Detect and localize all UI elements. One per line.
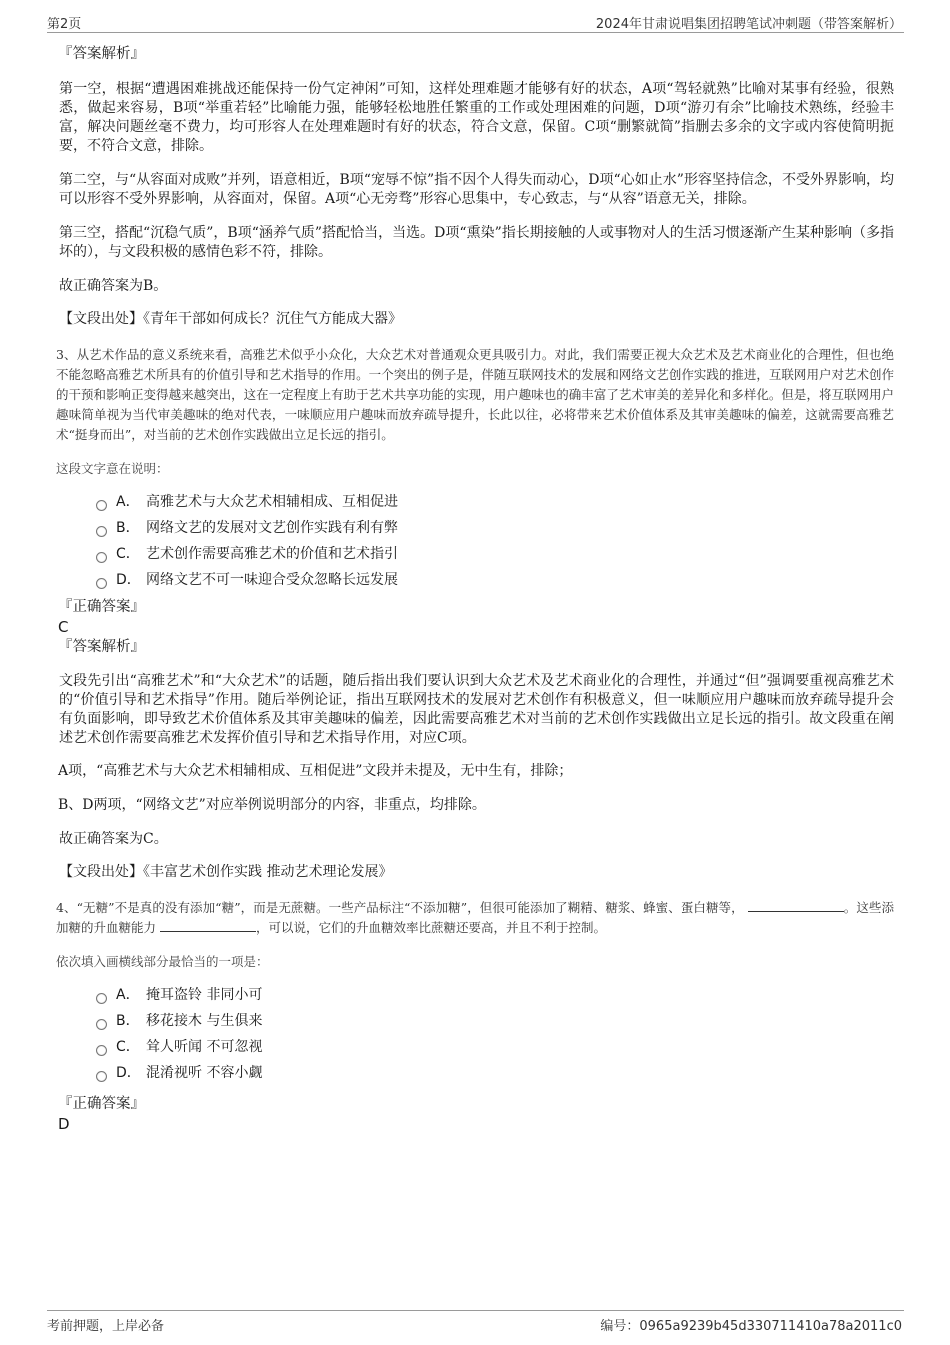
option-a[interactable]: A． 高雅艺术与大众艺术相辅相成、互相促进: [96, 489, 894, 515]
radio-icon[interactable]: [96, 526, 107, 537]
option-list: [56, 489, 894, 593]
option-c[interactable]: C． 耸人听闻 不可忽视: [96, 1034, 894, 1060]
correct-answer: C: [58, 618, 69, 636]
analysis-paragraph: B、D两项，“网络文艺”对应举例说明部分的内容，非重点，均排除。: [58, 797, 486, 813]
document-code: 编号：0965a9239b45d330711410a78a2011c0: [600, 1319, 902, 1334]
option-a[interactable]: A． 掩耳盗铃 非同小可: [96, 982, 894, 1008]
document-title: 2024年甘肃说唱集团招聘笔试冲刺题（带答案解析）: [595, 17, 902, 32]
analysis-paragraph: 文段先引出“高雅艺术”和“大众艺术”的话题，随后指出我们要认识到大众艺术及艺术商业化的合理性，并通过“但”强调要重视高雅艺术的“价值引导和艺术指导”作用。随后举例论证，指出互联网技术的发展对艺术创作有积极意义，但一味顺应用户趣味而放弃疏导提升会有负面影响，即导致艺术价值体系及其审美趣味的偏差，因此需要高雅艺术对当前的艺术创作实践做出立足长远的指引。故文段重在阐述艺术创作需要高雅艺术发挥价值引导和艺术指导作用，对应C项。: [59, 673, 894, 746]
footer-slogan: 考前押题，上岸必备: [47, 1319, 165, 1334]
radio-icon[interactable]: [96, 1045, 107, 1056]
fill-blank-2: [160, 919, 256, 932]
question-stem: 3、从艺术作品的意义系统来看，高雅艺术似乎小众化，大众艺术对普通观众更具吸引力。对此，我们需要正视大众艺术及艺术商业化的合理性，但也绝不能忽略高雅艺术所具有的价值引导和艺术指导的作用。一个突出的例子是，伴随互联网技术的发展和网络文艺创作实践的推进，互联网用户对艺术创作的干预和影响正变得越来越突出，这在一定程度上有助于艺术共享功能的实现，用户趣味也的确丰富了艺术审美的差异化和多样化。但是，将互联网用户趣味简单视为当代审美趣味的绝对代表，一味顺应用户趣味而放弃疏导提升，长此以往，必将带来艺术价值体系及其审美趣味的偏差，这就需要高雅艺术“挺身而出”，对当前的艺术创作实践做出立足长远的指引。: [56, 347, 894, 442]
question-stem: 4、“无糖”不是真的没有添加“糖”，而是无蔗糖。一些产品标注“不添加糖”，但很可能添加了糊精、糖浆、蜂蜜、蛋白糖等， 。这些添加糖的升血糖能力 ，可以说，它们的升血糖效率比蔗糖还要高，并且不利于控制。: [56, 900, 894, 935]
document-body: [56, 42, 894, 1134]
analysis-paragraph: 第二空，与“从容面对成败”并列，语意相近，B项“宠辱不惊”指不因个人得失而动心，D项“心如止水”形容坚持信念，不受外界影响，均可以形容不受外界影响，从容面对，保留。A项“心无旁骛”形容心思集中，专心致志，与“从容”语意无关，排除。: [59, 172, 894, 207]
radio-icon[interactable]: [96, 1071, 107, 1082]
option-c[interactable]: C． 艺术创作需要高雅艺术的价值和艺术指引: [96, 541, 894, 567]
source-citation: 【文段出处】《青年干部如何成长？沉住气方能成大器》: [59, 311, 402, 327]
radio-icon[interactable]: [96, 578, 107, 589]
radio-icon[interactable]: [96, 500, 107, 511]
question-prompt: 依次填入画横线部分最恰当的一项是：: [56, 954, 269, 969]
analysis-paragraph: A项，“高雅艺术与大众艺术相辅相成、互相促进”文段并未提及，无中生有，排除；: [58, 763, 573, 779]
analysis-paragraph: 第三空，搭配“沉稳气质”，B项“涵养气质”搭配恰当，当选。D项“熏染”指长期接触的人或事物对人的生活习惯逐渐产生某种影响（多指坏的），与文段积极的感情色彩不符，排除。: [59, 225, 894, 260]
page-header: [47, 10, 904, 33]
question-prompt: 这段文字意在说明：: [56, 461, 169, 476]
analysis-paragraph: 第一空，根据“遭遇困难挑战还能保持一份气定神闲”可知，这样处理难题才能够有好的状态，A项“驾轻就熟”比喻对某事有经验，很熟悉，做起来容易，B项“举重若轻”比喻能力强，能够轻松地胜任繁重的工作或处理困难的问题，D项“游刃有余”比喻技术熟练，经验丰富，解决问题丝毫不费力，均可形容人在处理难题时有好的状态，符合文意，保留。C项“删繁就简”指删去多余的文字或内容使简明扼要，不符合文意，排除。: [59, 81, 894, 154]
correct-answer-label: 『正确答案』: [58, 1096, 145, 1112]
page-number: 第2页: [47, 17, 82, 32]
radio-icon[interactable]: [96, 1019, 107, 1030]
correct-answer: D: [58, 1115, 70, 1133]
answer-conclusion: 故正确答案为B。: [59, 278, 168, 294]
option-d[interactable]: D． 网络文艺不可一味迎合受众忽略长远发展: [96, 567, 894, 593]
source-citation: 【文段出处】《丰富艺术创作实践 推动艺术理论发展》: [59, 864, 393, 880]
fill-blank-1: [748, 899, 844, 912]
page-footer: [47, 1310, 904, 1337]
answer-conclusion: 故正确答案为C。: [59, 831, 168, 847]
option-b[interactable]: B． 网络文艺的发展对文艺创作实践有利有弊: [96, 515, 894, 541]
correct-answer-label: 『正确答案』: [58, 599, 145, 615]
radio-icon[interactable]: [96, 552, 107, 563]
option-d[interactable]: D． 混淆视听 不容小觑: [96, 1060, 894, 1086]
analysis-label: 『答案解析』: [58, 46, 145, 62]
radio-icon[interactable]: [96, 993, 107, 1004]
option-list: [56, 982, 894, 1086]
option-b[interactable]: B． 移花接木 与生俱来: [96, 1008, 894, 1034]
analysis-label: 『答案解析』: [58, 639, 145, 655]
